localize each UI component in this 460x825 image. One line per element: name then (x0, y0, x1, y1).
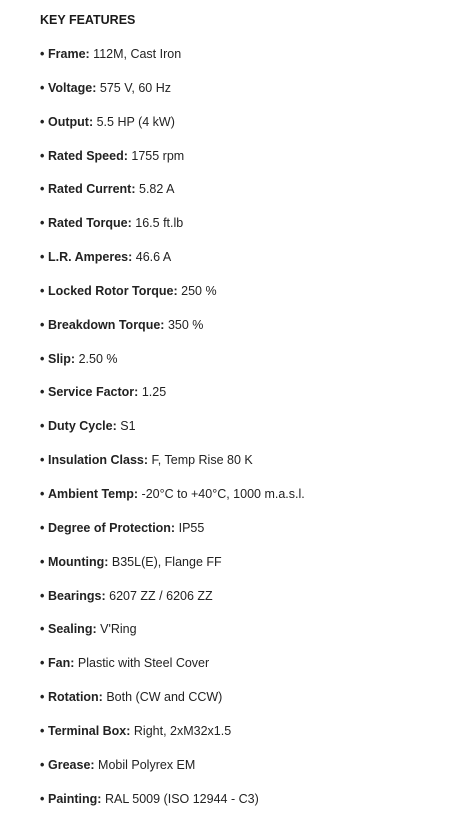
feature-value: 350 % (167, 317, 204, 332)
feature-label: Sealing: (48, 622, 97, 637)
feature-value: S1 (120, 419, 136, 434)
feature-item (40, 655, 460, 671)
bullet-icon: • (40, 656, 45, 671)
feature-item (40, 520, 460, 536)
feature-value: 46.6 A (135, 250, 172, 265)
feature-label: Frame: (48, 47, 90, 61)
feature-item (40, 181, 460, 197)
feature-label: Rated Current: (48, 182, 136, 197)
feature-item (40, 114, 460, 130)
feature-label: Rated Torque: (48, 216, 132, 231)
bullet-icon: • (40, 723, 45, 738)
feature-item (40, 384, 460, 400)
feature-value: 6207 ZZ / 6206 ZZ (109, 588, 213, 603)
feature-item (40, 621, 460, 637)
feature-value: V'Ring (100, 622, 137, 637)
feature-item (40, 588, 460, 604)
feature-label: Voltage: (48, 80, 97, 95)
feature-label: Rotation: (48, 690, 103, 705)
feature-value: 112M, Cast Iron (93, 47, 182, 61)
feature-value: 1755 rpm (131, 148, 185, 163)
bullet-icon: • (40, 554, 45, 569)
bullet-icon: • (40, 385, 45, 400)
bullet-icon: • (40, 250, 45, 265)
feature-value: 16.5 ft.lb (135, 216, 184, 231)
bullet-icon: • (40, 791, 45, 806)
feature-item (40, 689, 460, 705)
feature-item (40, 554, 460, 570)
bullet-icon: • (40, 453, 45, 468)
feature-value: IP55 (178, 520, 205, 535)
bullet-icon: • (40, 148, 45, 163)
feature-value: F, Temp Rise 80 K (151, 453, 253, 468)
feature-label: Terminal Box: (48, 723, 131, 738)
feature-value: RAL 5009 (ISO 12944 - C3) (104, 791, 259, 806)
feature-item (40, 351, 460, 367)
feature-label: Output: (48, 114, 94, 129)
feature-item (40, 80, 460, 96)
bullet-icon: • (40, 80, 45, 95)
bullet-icon: • (40, 588, 45, 603)
feature-item (40, 418, 460, 434)
feature-item (40, 215, 460, 231)
feature-label: Slip: (48, 351, 76, 366)
bullet-icon: • (40, 114, 45, 129)
feature-item (40, 46, 460, 62)
feature-item (40, 791, 460, 807)
feature-label: Bearings: (48, 588, 106, 603)
feature-value: 575 V, 60 Hz (99, 80, 171, 95)
feature-label: L.R. Amperes: (48, 250, 133, 265)
feature-label: Ambient Temp: (48, 486, 139, 501)
feature-value: 5.82 A (139, 182, 175, 197)
bullet-icon: • (40, 182, 45, 197)
bullet-icon: • (40, 317, 45, 332)
bullet-icon: • (40, 690, 45, 705)
feature-value: B35L(E), Flange FF (111, 554, 222, 569)
bullet-icon: • (40, 419, 45, 434)
feature-label: Rated Speed: (48, 148, 128, 163)
feature-label: Fan: (48, 656, 75, 671)
feature-label: Painting: (48, 791, 102, 806)
feature-value: Mobil Polyrex EM (98, 757, 196, 772)
bullet-icon: • (40, 486, 45, 501)
feature-value: 5.5 HP (4 kW) (96, 114, 175, 129)
feature-item (40, 283, 460, 299)
feature-value: Right, 2xM32x1.5 (133, 723, 232, 738)
feature-value: Plastic with Steel Cover (77, 656, 210, 671)
bullet-icon: • (40, 351, 45, 366)
feature-value: 2.50 % (78, 351, 118, 366)
feature-value: -20°C to +40°C, 1000 m.a.s.l. (141, 486, 305, 501)
feature-value: 250 % (181, 283, 217, 298)
feature-item (40, 249, 460, 265)
feature-list (40, 46, 460, 807)
bullet-icon: • (40, 622, 45, 637)
feature-value: Both (CW and CCW) (106, 690, 223, 705)
section-heading: KEY FEATURES (40, 13, 136, 27)
feature-label: Duty Cycle: (48, 419, 117, 434)
bullet-icon: • (40, 757, 45, 772)
feature-label: Degree of Protection: (48, 520, 176, 535)
feature-item (40, 317, 460, 333)
feature-label: Insulation Class: (48, 453, 149, 468)
bullet-icon: • (40, 283, 45, 298)
bullet-icon: • (40, 216, 45, 231)
feature-value: 1.25 (141, 385, 167, 400)
bullet-icon: • (40, 520, 45, 535)
feature-label: Service Factor: (48, 385, 139, 400)
feature-item (40, 723, 460, 739)
feature-label: Grease: (48, 757, 95, 772)
bullet-icon: • (40, 47, 45, 61)
feature-item (40, 757, 460, 773)
feature-label: Breakdown Torque: (48, 317, 165, 332)
feature-item (40, 452, 460, 468)
feature-item (40, 486, 460, 502)
feature-item (40, 148, 460, 164)
feature-label: Mounting: (48, 554, 109, 569)
feature-label: Locked Rotor Torque: (48, 283, 178, 298)
